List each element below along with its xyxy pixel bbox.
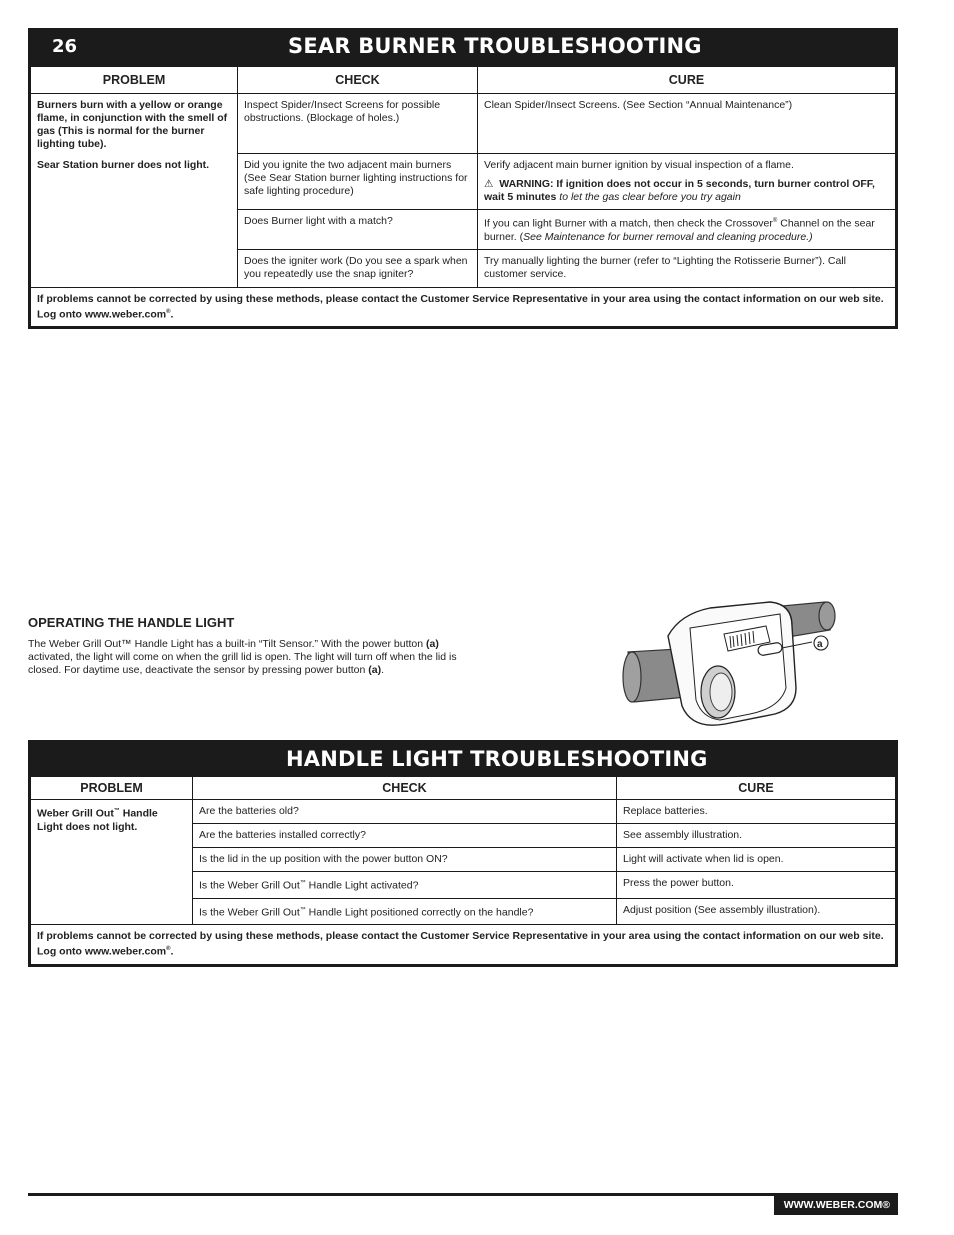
handle-light-header	[30, 742, 896, 776]
check-text-b: Handle Light positioned correctly on the handle?	[305, 906, 534, 918]
check-cell: Did you ignite the two adjacent main burners (See Sear Station burner lighting instructions for safe lighting procedure)	[238, 154, 478, 210]
handle-light-illustration	[620, 596, 842, 730]
footer-end: .	[170, 308, 174, 320]
cure-cell: Try manually lighting the burner (refer to “Lighting the Rotisserie Burner”). Call customer service.	[478, 249, 896, 287]
header-problem: PROBLEM	[31, 67, 238, 94]
footer-text: If problems cannot be corrected by using these methods, please contact the Customer Service Representative in your area using the contact information on our web site. Log onto www.weber.com	[37, 292, 884, 320]
op-text-c: .	[381, 664, 385, 676]
operating-text	[28, 638, 468, 677]
header-check: CHECK	[193, 777, 617, 800]
check-cell: Are the batteries old?	[193, 800, 617, 824]
check-text-b: Handle Light activated?	[305, 879, 419, 892]
handle-light-section	[28, 740, 898, 967]
warning-icon: ⚠	[484, 178, 494, 190]
table-row	[31, 94, 896, 154]
registered-mark: ®	[166, 946, 171, 952]
check-cell: Does Burner light with a match?	[238, 210, 478, 250]
cure-cell	[478, 154, 896, 210]
op-text-a: The Weber Grill Out™ Handle Light has a built-in “Tilt Sensor.” With the power button	[28, 638, 427, 650]
problem-2: Sear Station burner does not light.	[37, 159, 210, 171]
header-cure: CURE	[478, 67, 896, 94]
footer-end: .	[170, 945, 174, 958]
op-text-b: activated, the light will come on when the grill lid is open. The light will turn off when the lid is closed. For daytime use, deactivate the sensor by pressing power button	[28, 651, 457, 676]
website-url[interactable]: WWW.WEBER.COM®	[774, 1196, 898, 1215]
cure-text: Verify adjacent main burner ignition by visual inspection of a flame.	[484, 159, 794, 171]
warning-text	[484, 178, 889, 204]
handle-light-table	[30, 776, 896, 965]
operating-title: OPERATING THE HANDLE LIGHT	[28, 615, 235, 630]
sear-burner-section	[28, 28, 898, 329]
sear-burner-table	[30, 66, 896, 327]
table-footer-row	[31, 287, 896, 327]
header-check: CHECK	[238, 67, 478, 94]
footer-cell	[31, 925, 896, 965]
table-header-row	[31, 777, 896, 800]
table-header-row	[31, 67, 896, 94]
cure-text-a: If you can light Burner with a match, then check the Crossover	[484, 217, 773, 230]
table-footer-row	[31, 925, 896, 965]
trademark: ™	[113, 808, 120, 814]
table-row	[31, 800, 896, 824]
cure-cell: Light will activate when lid is open.	[617, 848, 896, 872]
check-cell: Are the batteries installed correctly?	[193, 824, 617, 848]
cure-cell: Press the power button.	[617, 872, 896, 899]
check-cell: Inspect Spider/Insect Screens for possible obstructions. (Blockage of holes.)	[238, 94, 478, 154]
cure-italic: See Maintenance for burner removal and cleaning procedure.)	[523, 230, 813, 243]
trademark: ™	[299, 906, 306, 913]
footer-cell	[31, 287, 896, 327]
cure-cell: Clean Spider/Insect Screens. (See Section “Annual Maintenance”)	[478, 94, 896, 154]
check-text-a: Is the Weber Grill Out	[199, 906, 300, 918]
warning-bold: WARNING: If ignition does not occur in 5 seconds, turn burner control OFF, wait 5 minutes	[484, 178, 875, 203]
check-cell	[193, 898, 617, 925]
sear-burner-header	[30, 30, 896, 66]
handle-light-title: HANDLE LIGHT TROUBLESHOOTING	[286, 747, 708, 771]
registered-mark: ®	[166, 308, 171, 315]
page-number: 26	[52, 36, 78, 57]
problem-1: Burners burn with a yellow or orange flame, in conjunction with the smell of gas (This is normal for the burner lighting tube).	[37, 99, 228, 150]
problem-text-a: Weber Grill Out	[37, 807, 114, 820]
problem-cell	[31, 94, 238, 288]
header-problem: PROBLEM	[31, 777, 193, 800]
cure-text-b: Channel on the sear burner. (	[484, 217, 875, 243]
registered-mark: ®	[772, 218, 778, 224]
cure-cell: Replace batteries.	[617, 800, 896, 824]
cure-cell: Adjust position (See assembly illustration).	[617, 898, 896, 925]
trademark: ™	[299, 880, 306, 886]
cure-cell	[478, 210, 896, 250]
callout-a: a	[817, 639, 823, 650]
cure-cell: See assembly illustration.	[617, 824, 896, 848]
bottom-rule	[28, 1193, 898, 1196]
warning-italic: to let the gas clear before you try again	[559, 191, 741, 203]
sear-burner-title: SEAR BURNER TROUBLESHOOTING	[288, 34, 702, 58]
problem-text-b: Handle Light does not light.	[37, 807, 158, 833]
op-bold-a: (a)	[426, 638, 439, 650]
check-text-a: Is the Weber Grill Out	[199, 879, 300, 892]
problem-cell	[31, 800, 193, 925]
check-cell	[193, 872, 617, 899]
op-bold-b: (a)	[368, 664, 382, 676]
header-cure: CURE	[617, 777, 896, 800]
footer-text: If problems cannot be corrected by using these methods, please contact the Customer Service Representative in your area using the contact information on our web site. Log onto www.weber.com	[37, 930, 884, 958]
check-cell: Does the igniter work (Do you see a spark when you repeatedly use the snap igniter?	[238, 249, 478, 287]
check-cell: Is the lid in the up position with the power button ON?	[193, 848, 617, 872]
